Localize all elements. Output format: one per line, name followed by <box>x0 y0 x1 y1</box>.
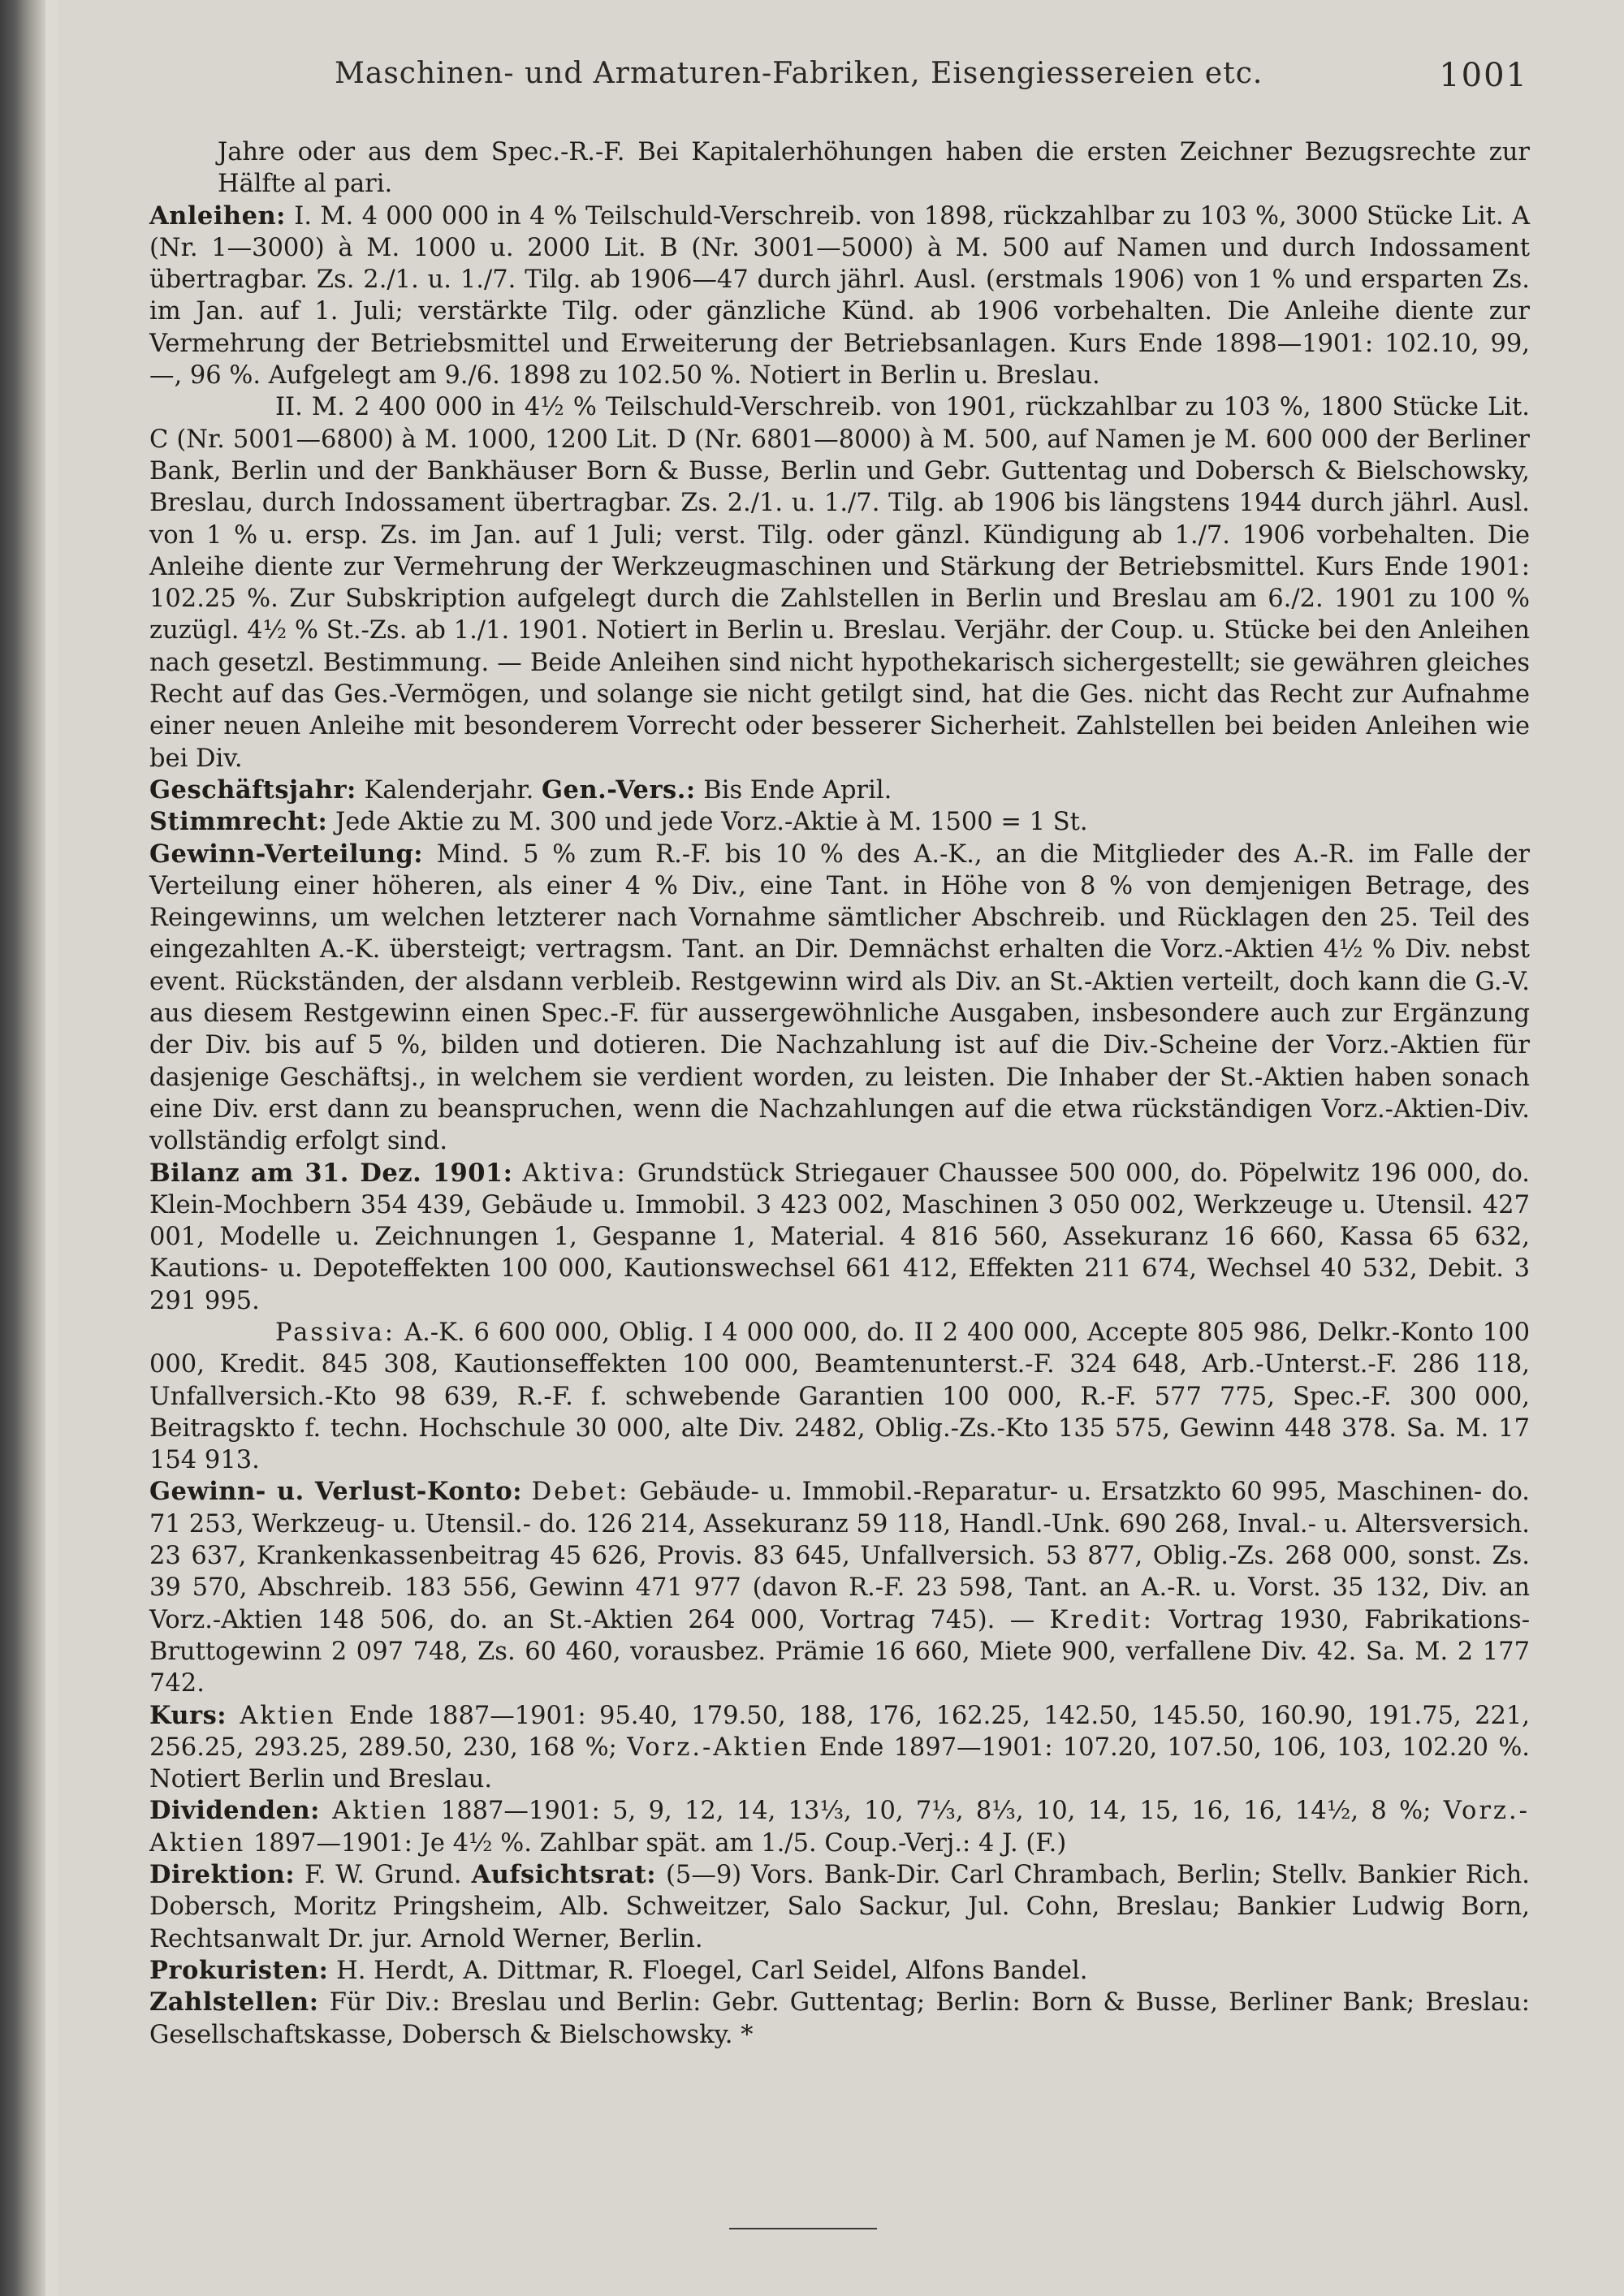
section-anleihen-2 <box>149 391 1530 775</box>
document-page <box>58 0 1624 2296</box>
section-text: Mind. 5 % zum R.-F. bis 10 % des A.-K., an die Mitglieder des A.-R. im Falle der Verteilung einer höheren, als einer 4 % Div., eine Tant. in Höhe von 8 % von demjenigen Betrage, des Reingewinns, um welchen letzterer nach Vornahme sämtlicher Abschreib. und Rücklagen den 25. Teil des eingezahlten A.-K. übersteigt; vertragsm. Tant. an Dir. Demnächst erhalten die Vorz.-Aktien 4½ % Div. nebst event. Rückständen, der alsdann verbleib. Restgewinn wird als Div. an St.-Aktien verteilt, doch kann die G.-V. aus diesem Restgewinn einen Spec.-F. für aussergewöhnliche Ausgaben, insbesondere auch zur Ergänzung der Div. bis auf 5 %, bilden und dotieren. Die Nachzahlung ist auf die Div.-Scheine der Vorz.-Aktien für dasjenige Geschäftsj., in welchem sie verdient worden, zu leisten. Die Inhaber der St.-Aktien haben sonach eine Div. erst dann zu beanspruchen, wenn die Nachzahlungen auf die etwa rückständigen Vorz.-Aktien-Div. vollständig erfolgt sind. <box>149 839 1530 1156</box>
section-text: 1897—1901: Je 4½ %. Zahlbar spät. am 1./5. Coup.-Verj.: 4 J. (F.) <box>253 1828 1067 1858</box>
header-title: Maschinen- und Armaturen-Fabriken, Eisengiessereien etc. <box>335 57 1263 90</box>
section-sublabel: Debet: <box>531 1478 630 1507</box>
section-kurs <box>149 1700 1530 1796</box>
section-geschaeftsjahr <box>149 775 1530 806</box>
section-label: Bilanz am 31. Dez. 1901: <box>149 1158 513 1188</box>
running-header <box>335 57 1528 94</box>
section-text: Ende 1897—1901: 107.20, 107.50, 106, 103, 102.20 %. Notiert Berlin und Breslau. <box>149 1733 1530 1794</box>
section-text: (5—9) Vors. Bank-Dir. Carl Chrambach, Berlin; Stellv. Bankier Rich. Dobersch, Moritz Pringsheim, Alb. Schweitzer, Salo Sackur, Jul. Cohn, Breslau; Bankier Ludwig Born, Rechtsanwalt Dr. jur. Arnold Werner, Berlin. <box>149 1861 1530 1953</box>
section-label: Gewinn- u. Verlust-Konto: <box>149 1477 522 1507</box>
section-stimmrecht <box>149 806 1530 838</box>
section-sublabel: Aktien <box>240 1701 336 1730</box>
section-label: Geschäftsjahr: <box>149 775 356 805</box>
section-zahlstellen <box>149 1987 1530 2051</box>
section-text: Gebäude- u. Immobil.-Reparatur- u. Ersatzkto 60 995, Maschinen- do. 71 253, Werkzeug- u. Utensil.- do. 126 214, Assekuranz 59 118, Handl.-Unk. 690 268, Inval.- u. Altersversich. 23 637, Krankenkassenbeitrag 45 626, Provis. 83 645, Unfallversich. 53 877, Oblig.-Zs. 268 000, sonst. Zs. 39 570, Abschreib. 183 556, Gewinn 471 977 (davon R.-F. 23 598, Tant. an A.-R. u. Vorst. 35 132, Div. an Vorz.-Aktien 148 506, do. an St.-Aktien 264 000, Vortrag 745). — <box>149 1478 1530 1634</box>
section-text: Kalenderjahr. <box>364 775 534 805</box>
section-sublabel: Passiva: <box>275 1318 396 1347</box>
section-label: Kurs: <box>149 1700 227 1730</box>
section-text: A.-K. 6 600 000, Oblig. I 4 000 000, do. II 2 400 000, Accepte 805 986, Delkr.-Konto 100 000, Kredit. 845 308, Kautionseffekten 100 000, Beamtenunterst.-F. 324 648, Arb.-Unterst.-F. 286 118, Unfallversich.-Kto 98 639, R.-F. f. schwebende Garantien 100 000, R.-F. 577 775, Spec.-F. 300 000, Beitragskto f. techn. Hochschule 30 000, alte Div. 2482, Oblig.-Zs.-Kto 135 575, Gewinn 448 378. Sa. M. 17 154 913. <box>149 1318 1530 1475</box>
section-text: H. Herdt, A. Dittmar, R. Floegel, Carl Seidel, Alfons Bandel. <box>336 1956 1088 1985</box>
section-label: Aufsichtsrat: <box>471 1860 656 1890</box>
section-dividenden <box>149 1795 1530 1859</box>
paragraph-text: Jahre oder aus dem Spec.-R.-F. Bei Kapitalerhöhungen haben die ersten Zeichner Bezugsrechte zur Hälfte al pari. <box>218 138 1530 199</box>
section-gewinn-verteilung <box>149 839 1530 1158</box>
section-label: Prokuristen: <box>149 1955 329 1985</box>
page-number: 1001 <box>1439 57 1528 94</box>
section-text: Bis Ende April. <box>703 775 892 805</box>
section-prokuristen <box>149 1955 1530 1987</box>
section-sublabel: Aktien <box>332 1797 429 1826</box>
section-label: Zahlstellen: <box>149 1987 319 2018</box>
section-label: Direktion: <box>149 1860 296 1890</box>
section-text: Ende 1887—1901: 95.40, 179.50, 188, 176, 162.25, 142.50, 145.50, 160.90, 191.75, 221, 256.25, 293.25, 289.50, 230, 168 %; <box>149 1701 1530 1762</box>
section-text: Jede Aktie zu M. 300 und jede Vorz.-Aktie à M. 1500 = 1 St. <box>335 808 1088 837</box>
section-text: 1887—1901: 5, 9, 12, 14, 13⅓, 10, 7⅓, 8⅓, 10, 14, 15, 16, 16, 14½, 8 %; <box>440 1797 1432 1826</box>
section-anleihen <box>149 201 1530 392</box>
section-label: Gewinn-Verteilung: <box>149 839 424 869</box>
section-text: F. W. Grund. <box>304 1861 462 1890</box>
scan-left-edge <box>0 0 45 2296</box>
section-text: Für Div.: Breslau und Berlin: Gebr. Guttentag; Berlin: Born & Busse, Berliner Bank; Breslau: Gesellschaftskasse, Dobersch & Bielschowsky. * <box>149 1988 1530 2049</box>
paragraph-continuation <box>149 136 1530 201</box>
section-sublabel: Vorz.-Aktien <box>149 1797 1530 1858</box>
section-bilanz <box>149 1158 1530 1317</box>
section-sublabel: Vorz.-Aktien <box>627 1733 810 1762</box>
section-direktion <box>149 1859 1530 1955</box>
section-label: Anleihen: <box>149 201 286 231</box>
section-label: Stimmrecht: <box>149 807 328 837</box>
section-label: Gen.-Vers.: <box>542 775 696 805</box>
section-label: Dividenden: <box>149 1796 320 1826</box>
end-rule <box>729 2228 877 2229</box>
section-text: Vortrag 1930, Fabrikations-Bruttogewinn 2 097 748, Zs. 60 460, vorausbez. Prämie 16 660, Miete 900, verfallene Div. 42. Sa. M. 2 177 742. <box>149 1605 1530 1698</box>
section-sublabel: Kredit: <box>1049 1605 1154 1634</box>
section-text: II. M. 2 400 000 in 4½ % Teilschuld-Verschreib. von 1901, rückzahlbar zu 103 %, 1800 Stücke Lit. C (Nr. 5001—6800) à M. 1000, 1200 Lit. D (Nr. 6801—8000) à M. 500, auf Namen je M. 600 000 der Berliner Bank, Berlin und der Bankhäuser Born & Busse, Berlin und Gebr. Guttentag und Dobersch & Bielschowsky, Breslau, durch Indossament übertragbar. Zs. 2./1. u. 1./7. Tilg. ab 1906 bis längstens 1944 durch jährl. Ausl. von 1 % u. ersp. Zs. im Jan. auf 1 Juli; verst. Tilg. oder gänzl. Kündigung ab 1./7. 1906 vorbehalten. Die Anleihe diente zur Vermehrung der Werkzeugmaschinen und Stärkung der Betriebsmittel. Kurs Ende 1901: 102.25 %. Zur Subskription aufgelegt durch die Zahlstellen in Berlin und Breslau am 6./2. 1901 zu 100 % zuzügl. 4½ % St.-Zs. ab 1./1. 1901. Notiert in Berlin u. Breslau. Verjähr. der Coup. u. Stücke bei den Anleihen nach gesetzl. Bestimmung. — Beide Anleihen sind nicht hypothekarisch sichergestellt; sie gewähren gleiches Recht auf das Ges.-Vermögen, und solange sie nicht getilgt sind, hat die Ges. nicht das Recht zur Aufnahme einer neuen Anleihe mit besonderem Vorrecht oder besserer Sicherheit. Zahlstellen bei beiden Anleihen wie bei Div. <box>149 393 1530 773</box>
document-body <box>149 136 1530 2051</box>
section-sublabel: Aktiva: <box>522 1159 628 1188</box>
section-bilanz-passiva <box>149 1317 1530 1476</box>
section-gewinn-verlust <box>149 1476 1530 1699</box>
section-text: Grundstück Striegauer Chaussee 500 000, do. Pöpelwitz 196 000, do. Klein-Mochbern 354 439, Gebäude u. Immobil. 3 423 002, Maschinen 3 050 002, Werkzeuge u. Utensil. 427 001, Modelle u. Zeichnungen 1, Gespanne 1, Material. 4 816 560, Assekuranz 16 660, Kassa 65 632, Kautions- u. Depoteffekten 100 000, Kautionswechsel 661 412, Effekten 211 674, Wechsel 40 532, Debit. 3 291 995. <box>149 1159 1531 1315</box>
section-text: I. M. 4 000 000 in 4 % Teilschuld-Verschreib. von 1898, rückzahlbar zu 103 %, 3000 Stücke Lit. A (Nr. 1—3000) à M. 1000 u. 2000 Lit. B (Nr. 3001—5000) à M. 500 auf Namen und durch Indossament übertragbar. Zs. 2./1. u. 1./7. Tilg. ab 1906—47 durch jährl. Ausl. (erstmals 1906) von 1 % und ersparten Zs. im Jan. auf 1. Juli; verstärkte Tilg. oder gänzliche Künd. ab 1906 vorbehalten. Die Anleihe diente zur Vermehrung der Betriebsmittel und Erweiterung der Betriebsanlagen. Kurs Ende 1898—1901: 102.10, 99, —, 96 %. Aufgelegt am 9./6. 1898 zu 102.50 %. Notiert in Berlin u. Breslau. <box>149 201 1530 391</box>
